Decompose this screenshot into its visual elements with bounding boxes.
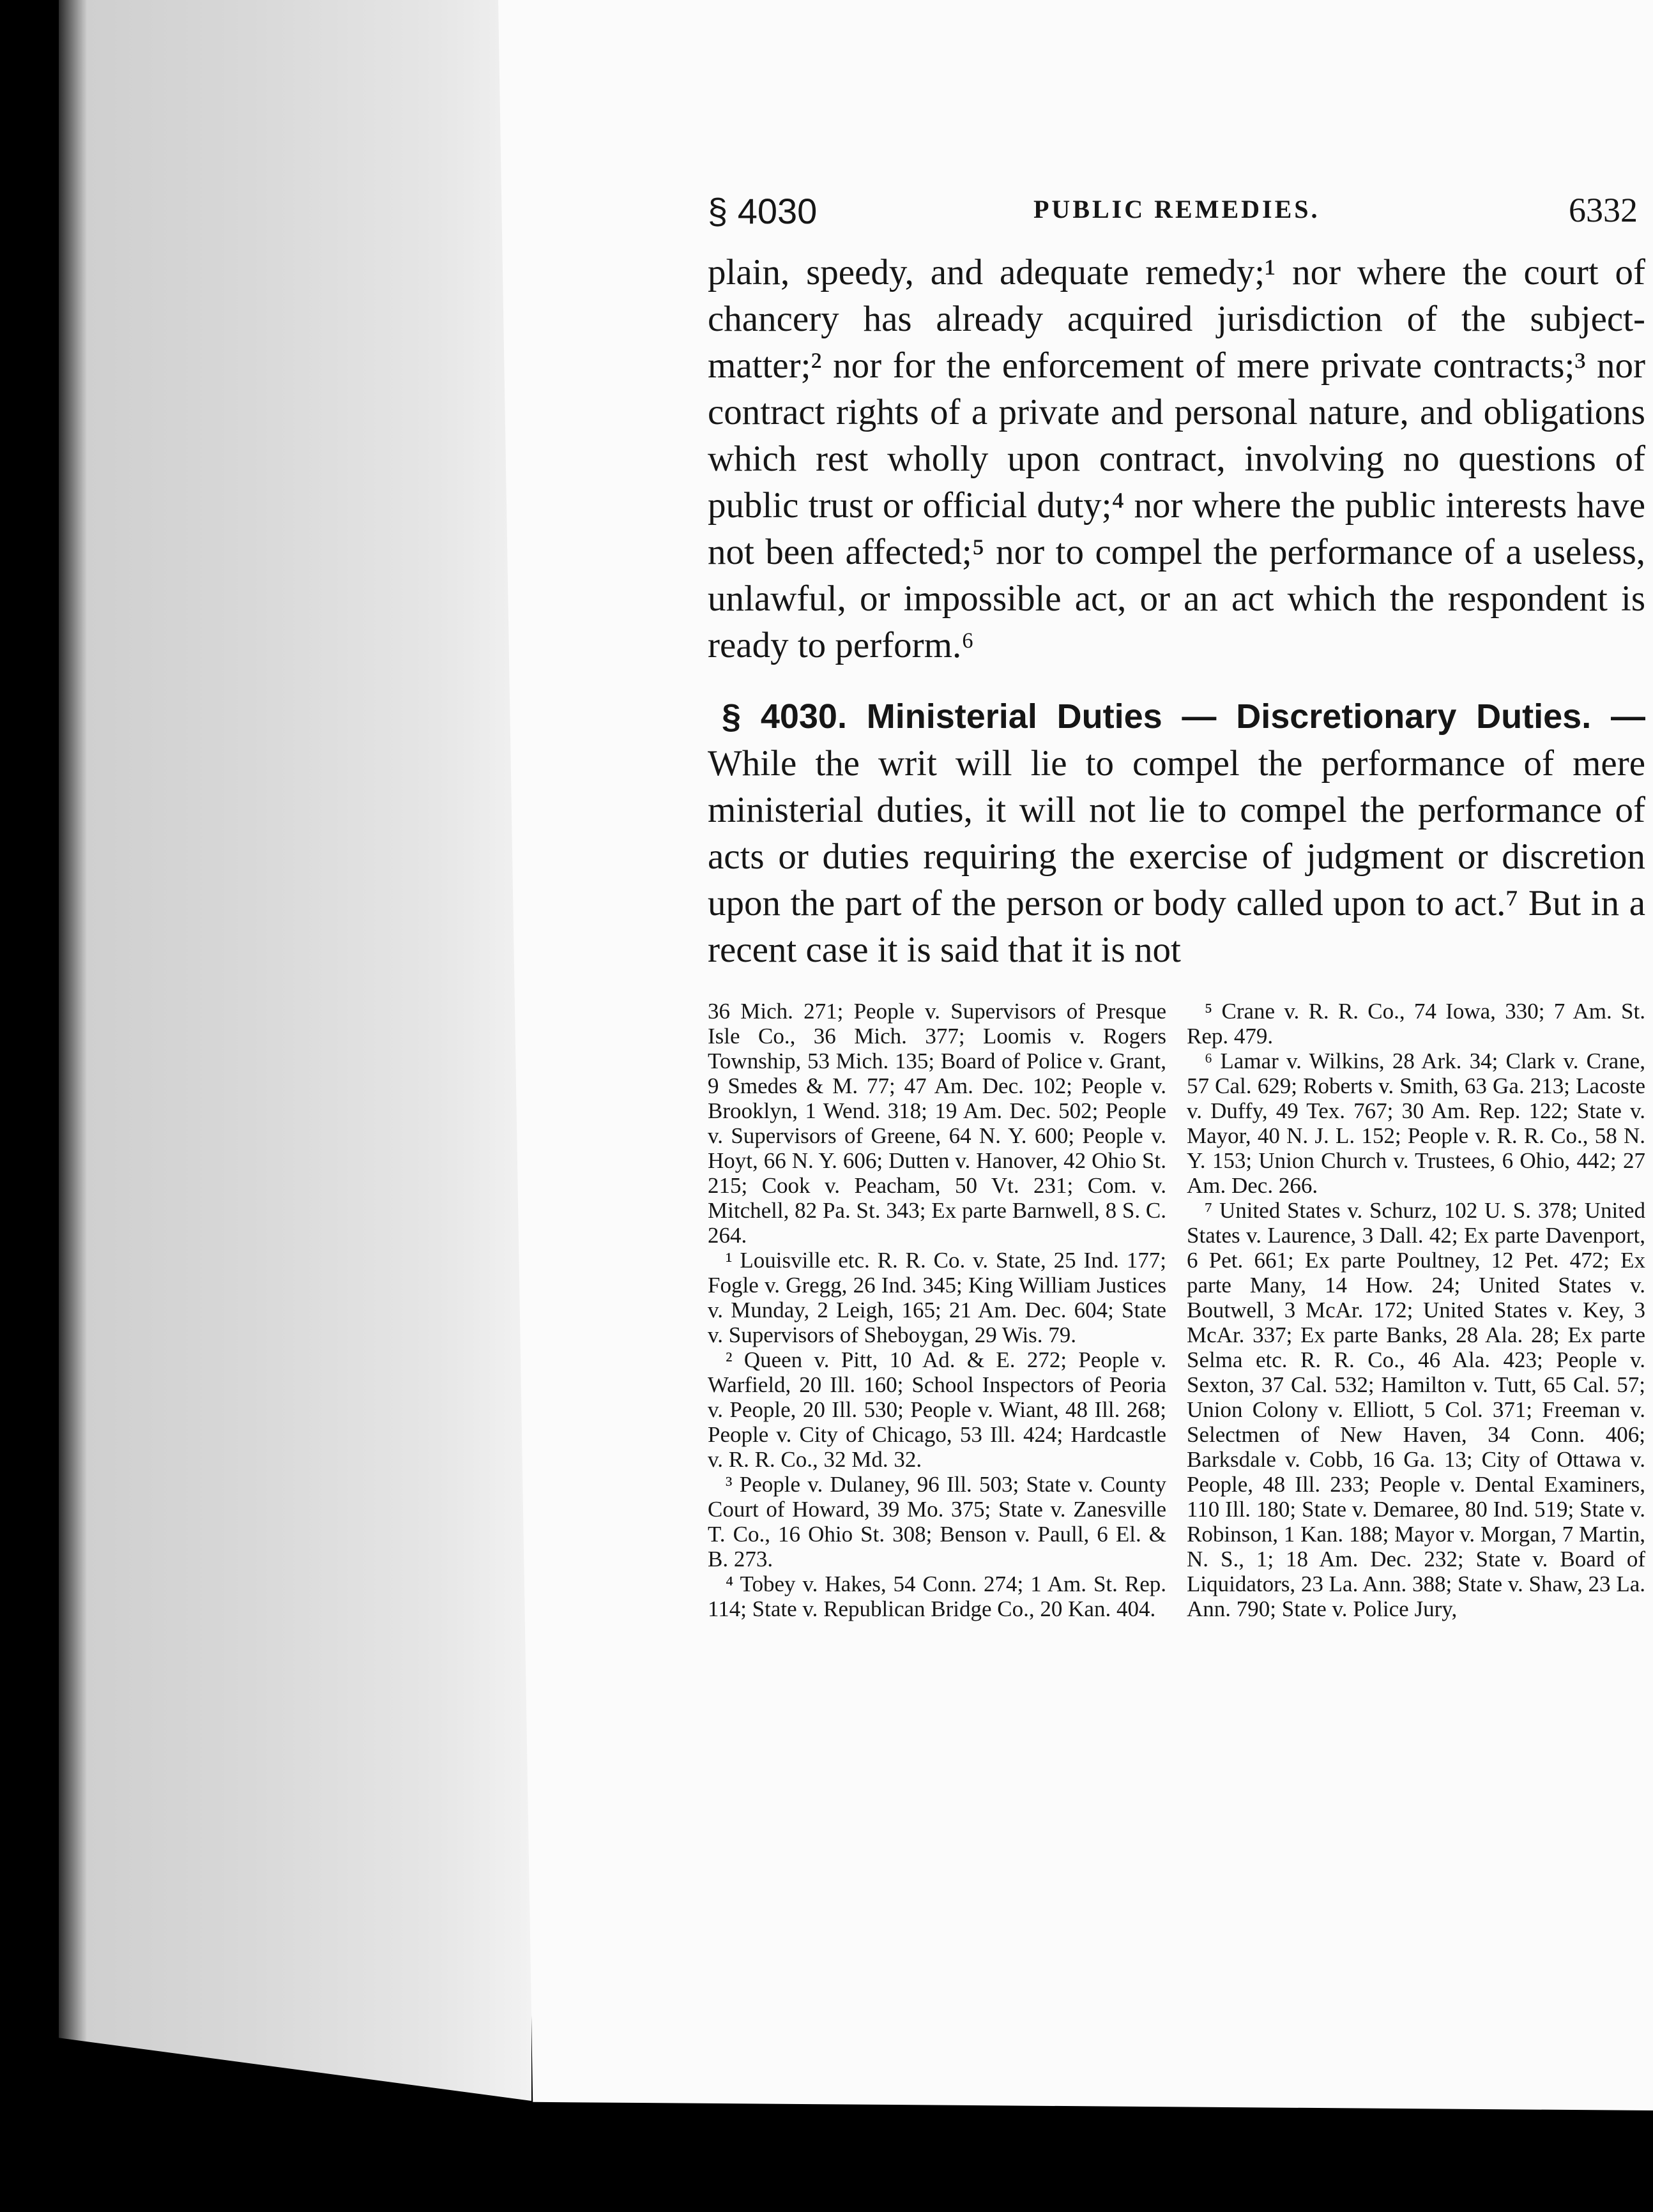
running-header xyxy=(708,179,1645,249)
body-paragraph-2 xyxy=(708,693,1645,973)
footnotes xyxy=(708,999,1645,1621)
footnote-6: ⁶ Lamar v. Wilkins, 28 Ark. 34; Clark v. Crane, 57 Cal. 629; Roberts v. Smith, 63 Ga. 213; Lacoste v. Duffy, 49 Tex. 767; 30 Am. Rep. 122; State v. Mayor, 40 N. J. L. 152; People v. R. R. Co., 58 N. Y. 153; Union Church v. Trustees, 6 Ohio, 442; 27 Am. Dec. 266. xyxy=(1187,1049,1645,1198)
footnote-continuation: 36 Mich. 271; People v. Supervisors of Presque Isle Co., 36 Mich. 377; Loomis v. Rogers Township, 53 Mich. 135; Board of Police v. Grant, 9 Smedes & M. 77; 47 Am. Dec. 102; People v. Brooklyn, 1 Wend. 318; 19 Am. Dec. 502; People v. Supervisors of Greene, 64 N. Y. 600; People v. Hoyt, 66 N. Y. 606; Dutten v. Hanover, 42 Ohio St. 215; Cook v. Peacham, 50 Vt. 231; Com. v. Mitchell, 82 Pa. St. 343; Ex parte Barnwell, 8 S. C. 264. xyxy=(708,999,1166,1248)
header-page-number: 6332 xyxy=(1569,191,1638,229)
footnote-3: ³ People v. Dulaney, 96 Ill. 503; State v. County Court of Howard, 39 Mo. 375; State v. Zanesville T. Co., 16 Ohio St. 308; Benson v. Paull, 6 El. & B. 273. xyxy=(708,1472,1166,1572)
section-body-text: While the writ will lie to compel the performance of mere ministerial duties, it will not lie to compel the performance of acts or duties requiring the exercise of judgment or discretion upon the part of the person or body called upon to act.⁷ But in a recent case it is said that it is not xyxy=(708,743,1645,970)
footnote-5: ⁵ Crane v. R. R. Co., 74 Iowa, 330; 7 Am. St. Rep. 479. xyxy=(1187,999,1645,1049)
page-content xyxy=(708,179,1645,1621)
header-section-number: § 4030 xyxy=(708,191,818,231)
footnote-7: ⁷ United States v. Schurz, 102 U. S. 378; United States v. Laurence, 3 Dall. 42; Ex parte Davenport, 6 Pet. 661; Ex parte Poultney, 12 Pet. 472; Ex parte Many, 14 How. 24; United States v. Boutwell, 3 McAr. 172; United States v. Key, 3 McAr. 337; Ex parte Banks, 28 Ala. 28; Ex parte Selma etc. R. R. Co., 46 Ala. 423; People v. Sexton, 37 Cal. 532; Hamilton v. Tutt, 65 Cal. 57; Union Colony v. Elliott, 5 Col. 371; Freeman v. Selectmen of New Haven, 34 Conn. 406; Barksdale v. Cobb, 16 Ga. 13; City of Ottawa v. People, 48 Ill. 233; People v. Dental Examiners, 110 Ill. 180; State v. Demaree, 80 Ind. 519; State v. Robinson, 1 Kan. 188; Mayor v. Morgan, 7 Martin, N. S., 1; 18 Am. Dec. 232; State v. Board of Liquidators, 23 La. Ann. 388; State v. Shaw, 23 La. Ann. 790; State v. Police Jury, xyxy=(1187,1198,1645,1621)
footnote-4: ⁴ Tobey v. Hakes, 54 Conn. 274; 1 Am. St. Rep. 114; State v. Republican Bridge Co., 20 Kan. 404. xyxy=(708,1572,1166,1621)
footnote-2: ² Queen v. Pitt, 10 Ad. & E. 272; People v. Warfield, 20 Ill. 160; School Inspectors of Peoria v. People, 20 Ill. 530; People v. Wiant, 48 Ill. 268; People v. City of Chicago, 53 Ill. 424; Hardcastle v. R. R. Co., 32 Md. 32. xyxy=(708,1347,1166,1472)
footnotes-right-column xyxy=(1187,999,1645,1621)
footnotes-left-column xyxy=(708,999,1166,1621)
header-title: PUBLIC REMEDIES. xyxy=(1033,195,1320,223)
footnote-1: ¹ Louisville etc. R. R. Co. v. State, 25 Ind. 177; Fogle v. Gregg, 26 Ind. 345; King William Justices v. Munday, 2 Leigh, 165; 21 Am. Dec. 604; State v. Supervisors of Sheboygan, 29 Wis. 79. xyxy=(708,1248,1166,1347)
body-paragraph-1: plain, speedy, and adequate remedy;¹ nor where the court of chancery has already acquired jurisdiction of the subject-matter;² nor for the enforcement of mere private contracts;³ nor contract rights of a private and personal nature, and obligations which rest wholly upon contract, involving no questions of public trust or official duty;⁴ nor where the public interests have not been affected;⁵ nor to compel the performance of a useless, unlawful, or impossible act, or an act which the respondent is ready to perform.⁶ xyxy=(708,252,1645,665)
page-edge-stack xyxy=(59,0,531,2101)
section-heading: § 4030. Ministerial Duties — Discretionary Duties. — xyxy=(722,697,1645,736)
